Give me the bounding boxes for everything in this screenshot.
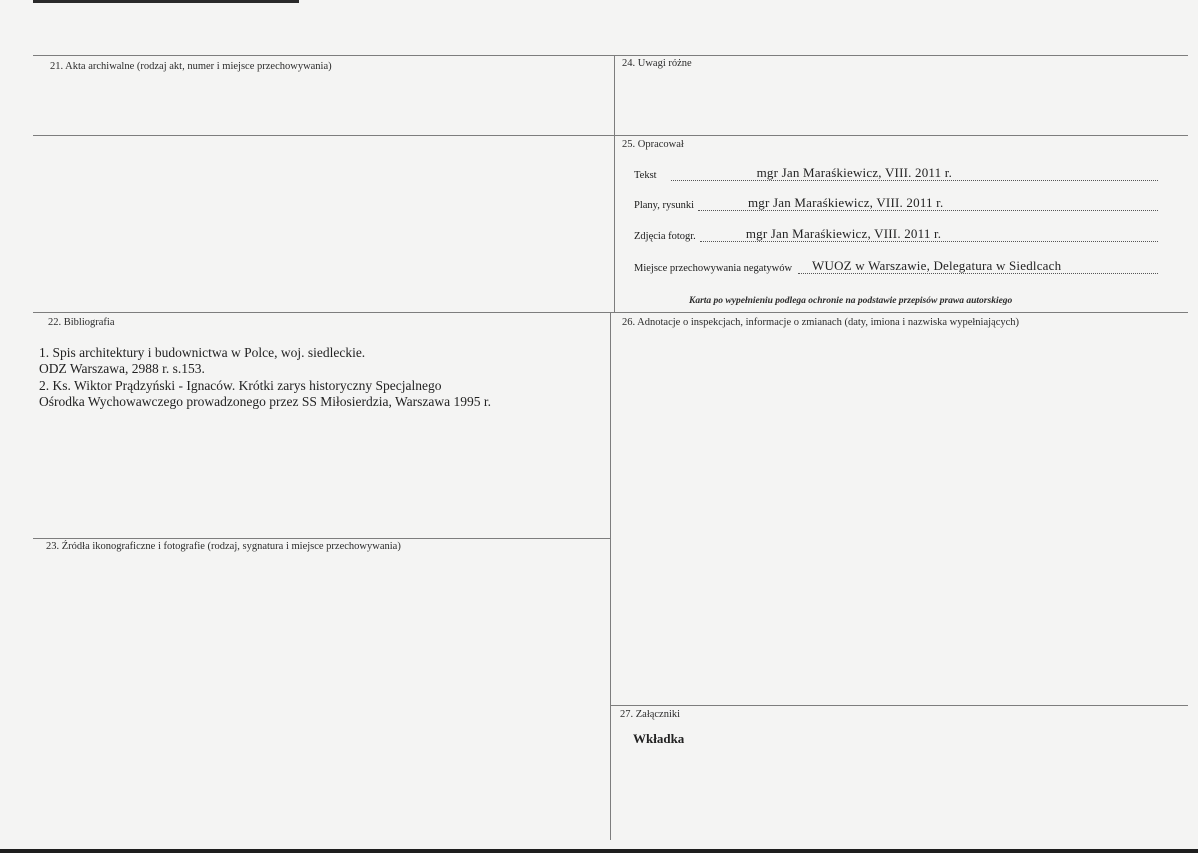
row-plany-line (698, 196, 1158, 211)
section-25-label: 25. Opracował (622, 139, 684, 150)
row-zdjecia-value: mgr Jan Maraśkiewicz, VIII. 2011 r. (745, 226, 942, 241)
row-tekst-label: Tekst (634, 170, 657, 181)
section-22-label: 22. Bibliografia (48, 317, 115, 328)
section-26-label: 26. Adnotacje o inspekcjach, informacje o zmianach (daty, imiona i nazwiska wypełniających) (622, 317, 1020, 328)
row-plany-label: Plany, rysunki (634, 200, 694, 211)
section-24-label: 24. Uwagi różne (622, 58, 692, 69)
row-negatywy-line (798, 259, 1158, 274)
divider-23-top (33, 538, 610, 539)
top-edge-mark (33, 0, 299, 3)
row-negatywy (634, 256, 1158, 274)
row-zdjecia-label: Zdjęcia fotogr. (634, 231, 696, 242)
row-negatywy-value: WUOZ w Warszawie, Delegatura w Siedlcach (812, 258, 1062, 273)
bibliography-entry: 2. Ks. Wiktor Prądzyński - Ignaców. Krótki zarys historyczny Specjalnego (39, 378, 442, 393)
section-21-label: 21. Akta archiwalne (rodzaj akt, numer i miejsce przechowywania) (50, 61, 332, 72)
row-tekst (634, 163, 1158, 181)
row-plany-value: mgr Jan Maraśkiewicz, VIII. 2011 r. (748, 195, 944, 210)
divider-21-bottom (33, 135, 1188, 136)
row-zdjecia (634, 224, 1158, 242)
section-23-label: 23. Źródła ikonograficzne i fotografie (rodzaj, sygnatura i miejsce przechowywania) (46, 541, 401, 552)
bibliography-entry: Ośrodka Wychowawczego prowadzonego przez SS Miłosierdzia, Warszawa 1995 r. (39, 394, 491, 409)
section-27-label: 27. Załączniki (620, 709, 681, 720)
row-negatywy-label: Miejsce przechowywania negatywów (634, 263, 793, 274)
row-tekst-line (671, 166, 1158, 181)
column-divider-upper (614, 55, 615, 312)
row-plany (634, 193, 1158, 211)
column-divider-lower (610, 312, 611, 840)
bibliography-entry: 1. Spis architektury i budownictwa w Polce, woj. siedleckie. (39, 345, 366, 360)
row-zdjecia-line (700, 227, 1158, 242)
copyright-note: Karta po wypełnieniu podlega ochronie na podstawie przepisów prawa autorskiego (689, 296, 1013, 306)
bibliography-entry: ODZ Warszawa, 2988 r. s.153. (39, 361, 205, 376)
divider-top (33, 55, 1188, 56)
attachment-value: Wkładka (633, 731, 685, 746)
divider-27-top (610, 705, 1188, 706)
bottom-edge (0, 849, 1198, 853)
row-tekst-value: mgr Jan Maraśkiewicz, VIII. 2011 r. (756, 165, 953, 180)
